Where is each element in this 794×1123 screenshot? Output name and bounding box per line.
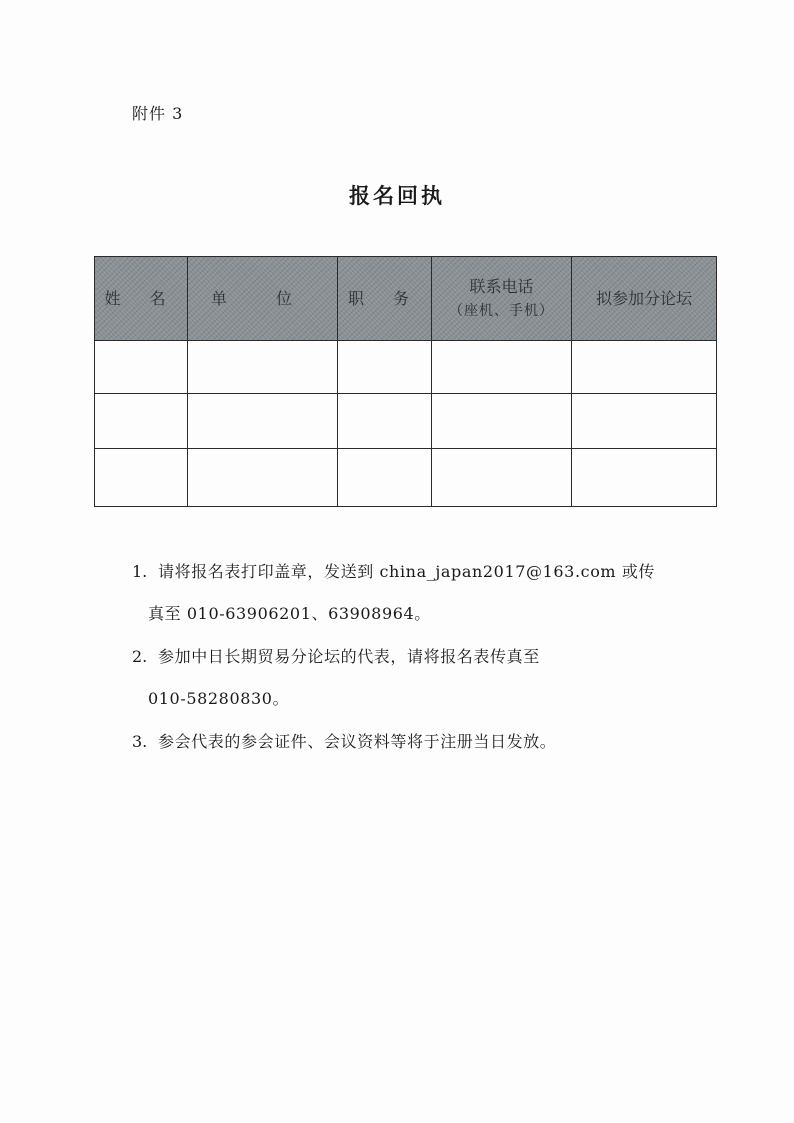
header-phone-label: 联系电话	[469, 277, 534, 296]
header-phone	[432, 257, 572, 341]
cell-organization	[188, 341, 338, 394]
table-header-row	[95, 257, 717, 341]
header-name: 姓 名	[95, 257, 188, 341]
attachment-label: 附件 3	[132, 104, 184, 123]
note-number: 3.	[132, 731, 148, 751]
note-item	[132, 551, 692, 636]
cell-forum	[572, 449, 717, 507]
cell-phone	[432, 341, 572, 394]
cell-name	[95, 449, 188, 507]
header-phone-sub: （座机、手机）	[449, 303, 554, 320]
page-title: 报名回执	[349, 183, 445, 208]
note-text	[148, 636, 692, 721]
cell-name	[95, 394, 188, 449]
registration-table	[94, 256, 717, 507]
header-position: 职 务	[338, 257, 432, 341]
header-forum: 拟参加分论坛	[572, 257, 717, 341]
table-row	[95, 394, 717, 449]
note-line: 参会代表的参会证件、会议资料等将于注册当日发放。	[158, 731, 557, 751]
cell-position	[338, 449, 432, 507]
cell-organization	[188, 394, 338, 449]
cell-position	[338, 394, 432, 449]
table-row	[95, 341, 717, 394]
note-line: 真至 010-63906201、63908964。	[148, 604, 431, 624]
notes-list	[132, 551, 692, 763]
note-line: 010-58280830。	[148, 689, 290, 709]
cell-forum	[572, 341, 717, 394]
note-line: 请将报名表打印盖章，发送到 china_japan2017@163.com 或传	[158, 562, 656, 581]
note-text	[158, 721, 692, 763]
cell-phone	[432, 449, 572, 507]
cell-position	[338, 341, 432, 394]
note-number: 2.	[132, 646, 148, 666]
cell-organization	[188, 449, 338, 507]
table-row	[95, 449, 717, 507]
note-item	[132, 721, 692, 763]
header-organization: 单 位	[188, 257, 338, 341]
cell-forum	[572, 394, 717, 449]
note-number: 1.	[132, 562, 148, 581]
cell-name	[95, 341, 188, 394]
cell-phone	[432, 394, 572, 449]
note-item	[132, 636, 692, 721]
note-text	[148, 551, 692, 636]
note-line: 参加中日长期贸易分论坛的代表，请将报名表传真至	[158, 646, 540, 666]
